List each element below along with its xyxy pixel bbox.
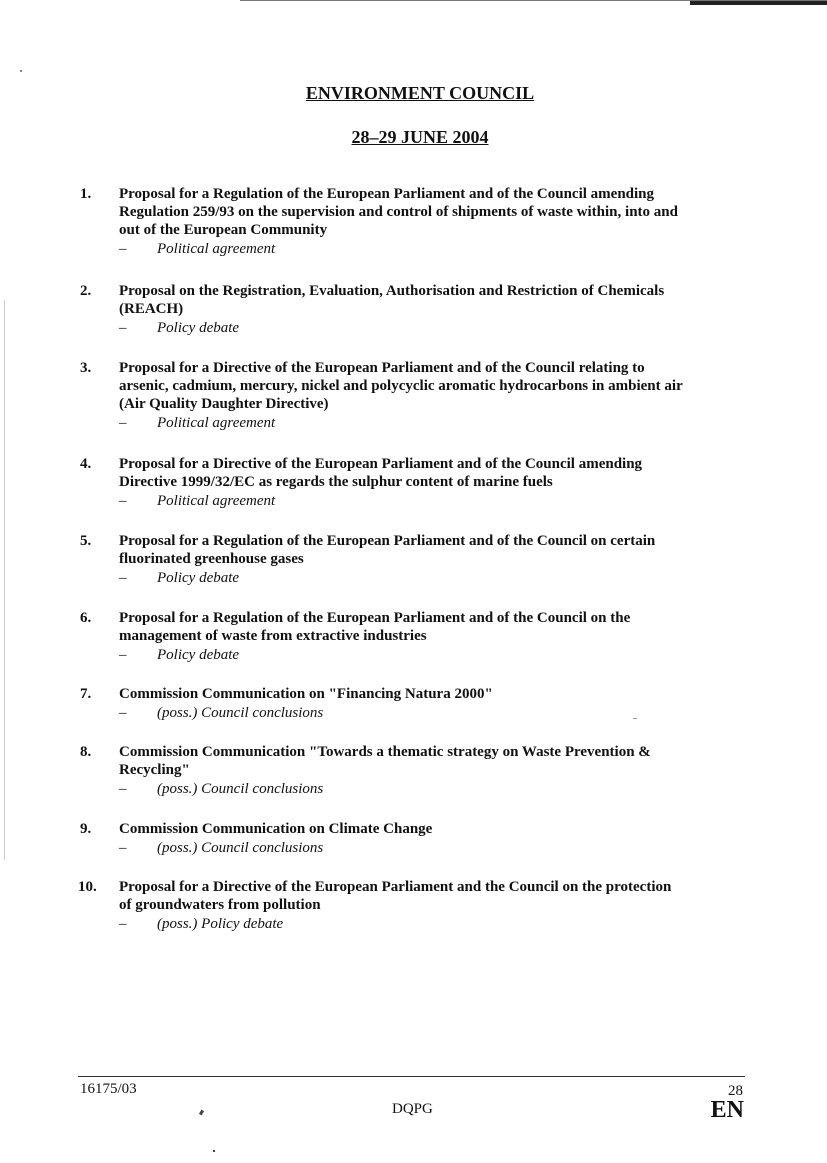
- language-code: EN: [710, 1097, 744, 1123]
- agenda-item-title-line: Proposal for a Directive of the European Parliament and of the Council amending: [119, 456, 643, 472]
- meeting-date: 28–29 JUNE 2004: [351, 127, 489, 147]
- agenda-item-title-line: Proposal for a Directive of the European Parliament and of the Council relating to: [119, 360, 645, 376]
- agenda-item-title: [119, 743, 759, 779]
- agenda-item-title: [119, 878, 759, 914]
- agenda-item-action-text: Political agreement: [157, 493, 276, 509]
- agenda-item-title-line: management of waste from extractive industries: [119, 628, 427, 644]
- agenda-item-title-line: Proposal for a Regulation of the European Parliament and of the Council on the: [119, 610, 631, 626]
- agenda-item-title-line: (Air Quality Daughter Directive): [119, 396, 329, 412]
- agenda-item-action: [119, 569, 759, 587]
- dash: –: [119, 647, 127, 663]
- agenda-item-number: 9.: [80, 821, 92, 837]
- dash: –: [119, 781, 127, 797]
- agenda-item-action-text: Policy debate: [157, 647, 240, 663]
- agenda-item-action: [119, 240, 759, 258]
- dash: –: [119, 570, 127, 586]
- agenda-item-title: [119, 359, 759, 413]
- scan-speck: [213, 1150, 215, 1152]
- agenda-item-action: [119, 492, 759, 510]
- agenda-item-number: 3.: [80, 360, 92, 376]
- dash: –: [119, 241, 127, 257]
- dash: –: [119, 415, 127, 431]
- agenda-item-number: 8.: [80, 744, 92, 760]
- agenda-item-action: [119, 704, 759, 722]
- dash: –: [119, 320, 127, 336]
- agenda-item-title: [119, 685, 759, 703]
- agenda-item-title-line: Directive 1999/32/EC as regards the sulphur content of marine fuels: [119, 474, 553, 490]
- agenda-item-title-line: Recycling": [119, 762, 190, 778]
- agenda-item-title: [119, 820, 759, 838]
- agenda-item-title-line: Proposal on the Registration, Evaluation, Authorisation and Restriction of Chemicals: [119, 283, 665, 299]
- agenda-item-title-line: arsenic, cadmium, mercury, nickel and polycyclic aromatic hydrocarbons in ambient air: [119, 378, 683, 394]
- agenda-item-title-line: of groundwaters from pollution: [119, 897, 321, 913]
- agenda-item-title: [119, 185, 759, 239]
- agenda-item-action: [119, 780, 759, 798]
- agenda-item-title-line: Proposal for a Regulation of the European Parliament and of the Council on certain: [119, 533, 656, 549]
- agenda-item-title-line: fluorinated greenhouse gases: [119, 551, 304, 567]
- dash: –: [119, 493, 127, 509]
- agenda-item-title-line: Commission Communication on "Financing Natura 2000": [119, 686, 493, 702]
- agenda-item-action-text: (poss.) Council conclusions: [157, 705, 324, 721]
- agenda-item-number: 5.: [80, 533, 92, 549]
- agenda-item-action-text: Policy debate: [157, 320, 240, 336]
- agenda-item-title-line: out of the European Community: [119, 222, 328, 238]
- dash: –: [119, 705, 127, 721]
- agenda-item-title-line: Proposal for a Directive of the European Parliament and the Council on the protection: [119, 879, 672, 895]
- agenda-item-action: [119, 839, 759, 857]
- agenda-item-title-line: Commission Communication on Climate Change: [119, 821, 433, 837]
- agenda-item-number: 7.: [80, 686, 92, 702]
- agenda-item-action-text: (poss.) Council conclusions: [157, 781, 324, 797]
- footer-rule: [78, 1076, 745, 1077]
- agenda-item-number: 4.: [80, 456, 92, 472]
- agenda-item-title: [119, 609, 759, 645]
- dash: –: [119, 840, 127, 856]
- agenda-item-title: [119, 282, 759, 318]
- agenda-item-action: [119, 646, 759, 664]
- document-number: 16175/03: [80, 1081, 137, 1097]
- department-code: DQPG: [392, 1101, 433, 1117]
- agenda-item-action-text: Political agreement: [157, 241, 276, 257]
- scan-speck: [633, 718, 637, 719]
- agenda-item-title: [119, 532, 759, 568]
- agenda-item-action-text: Political agreement: [157, 415, 276, 431]
- agenda-item-action: [119, 319, 759, 337]
- agenda-item-number: 1.: [80, 186, 92, 202]
- scan-speck: [20, 70, 22, 72]
- agenda-item-action: [119, 414, 759, 432]
- page-title: ENVIRONMENT COUNCIL: [305, 83, 535, 103]
- dash: –: [119, 916, 127, 932]
- page-number: 28: [728, 1083, 743, 1099]
- agenda-item-title-line: Regulation 259/93 on the supervision and control of shipments of waste within, into and: [119, 204, 678, 220]
- agenda-item-title-line: Proposal for a Regulation of the European Parliament and of the Council amending: [119, 186, 655, 202]
- agenda-item-title-line: Commission Communication "Towards a thematic strategy on Waste Prevention &: [119, 744, 651, 760]
- agenda-item-action-text: (poss.) Policy debate: [157, 916, 284, 932]
- agenda-item-number: 10.: [78, 879, 97, 895]
- agenda-item-title: [119, 455, 759, 491]
- agenda-item-action-text: (poss.) Council conclusions: [157, 840, 324, 856]
- agenda-item-number: 2.: [80, 283, 92, 299]
- agenda-item-title-line: (REACH): [119, 301, 184, 317]
- agenda-item-number: 6.: [80, 610, 92, 626]
- agenda-item-action-text: Policy debate: [157, 570, 240, 586]
- agenda-item-action: [119, 915, 759, 933]
